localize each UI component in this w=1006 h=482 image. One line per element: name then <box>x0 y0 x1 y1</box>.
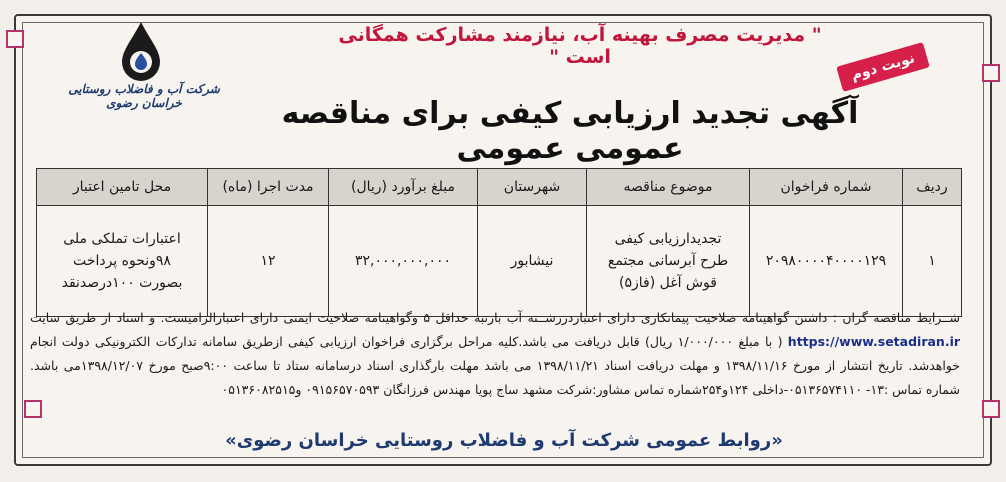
conditions-line: ( با مبلغ ۱/۰۰۰/۰۰۰ ریال) قابل دریافت می باشد.کلیه مراحل برگزاری فراخوان ارزیابی کیفی ازطریق سامانه تدارکات الکترونیکی دولت انجام <box>30 334 783 349</box>
setadiran-link[interactable]: https://www.setadiran.ir <box>787 334 961 349</box>
conditions-line: شــرایط مناقصه گران : داشتن گواهینامه صلاحیت پیمانکاری دارای اعتباردررشــته آب بارتبه حداقل ۵ وگواهینامه صلاحیت ایمنی دارای اعتبارالزامیست. و اسناد از طریق سایت <box>30 310 960 325</box>
duration: ۱۲ <box>208 206 329 317</box>
funding-source <box>37 206 208 317</box>
page-title: آگهی تجدید ارزیابی کیفی برای مناقصه عمومی عمومی <box>281 96 859 166</box>
subject-line: قوش آغل (فاز۵) <box>619 275 717 291</box>
water-drop-logo-icon <box>118 20 164 82</box>
public-relations-footer: «روابط عمومی شرکت آب و فاضلاب روستایی خراسان رضوی» <box>225 430 783 451</box>
funding-line: ۹۸ونحوه پرداخت <box>73 253 171 269</box>
corner-ornament <box>982 64 1000 82</box>
call-number: ۲۰۹۸۰۰۰۰۴۰۰۰۰۱۲۹ <box>750 206 903 317</box>
slogan: " مدیریت مصرف بهینه آب، نیازمند مشارکت همگانی است " <box>338 24 822 68</box>
tender-subject <box>587 206 750 317</box>
second-round-badge: نوبت دوم <box>836 42 930 92</box>
column-header: موضوع مناقصه <box>587 169 750 206</box>
corner-ornament <box>24 400 42 418</box>
tender-table <box>36 168 962 317</box>
estimated-amount: ۳۲,۰۰۰,۰۰۰,۰۰۰ <box>329 206 478 317</box>
column-header: مدت اجرا (ماه) <box>208 169 329 206</box>
column-header: ردیف <box>903 169 962 206</box>
row-index: ۱ <box>903 206 962 317</box>
table-header-row <box>37 169 962 206</box>
conditions-line: خواهدشد. تاریخ انتشار از مورخ ۱۳۹۸/۱۱/۱۶ و مهلت دریافت اسناد ۱۳۹۸/۱۱/۲۱ می باشد مهلت بارگذاری اسناد درسامانه ستاد تا ساعت ۹:۰۰صبح مورخ ۱۳۹۸/۱۲/۰۷می باشد. <box>30 358 961 373</box>
column-header: مبلغ برآورد (ریال) <box>329 169 478 206</box>
funding-line: بصورت ۱۰۰درصدنقد <box>61 275 183 291</box>
column-header: شماره فراخوان <box>750 169 903 206</box>
subject-line: تجدیدارزیابی کیفی <box>614 231 722 247</box>
company-name: شرکت آب و فاضلاب روستایی خراسان رضوی <box>68 82 220 110</box>
corner-ornament <box>982 400 1000 418</box>
subject-line: طرح آبرسانی مجتمع <box>607 253 729 269</box>
tender-conditions <box>30 306 960 402</box>
city: نیشابور <box>478 206 587 317</box>
column-header: شهرستان <box>478 169 587 206</box>
column-header: محل تامین اعتبار <box>37 169 208 206</box>
table-row <box>37 206 962 317</box>
funding-line: اعتبارات تملکی ملی <box>63 231 181 247</box>
corner-ornament <box>6 30 24 48</box>
contact-line: شماره تماس :۱۳- ۰۵۱۳۶۵۷۴۱۱۰-داخلی ۱۲۴و۲۵۴شماره تماس مشاور:شرکت مشهد ساج پویا مهندس فرزانگان ۰۹۱۵۶۵۷۰۵۹۳ و۰۵۱۳۶۰۸۲۵۱۵ <box>221 382 960 397</box>
